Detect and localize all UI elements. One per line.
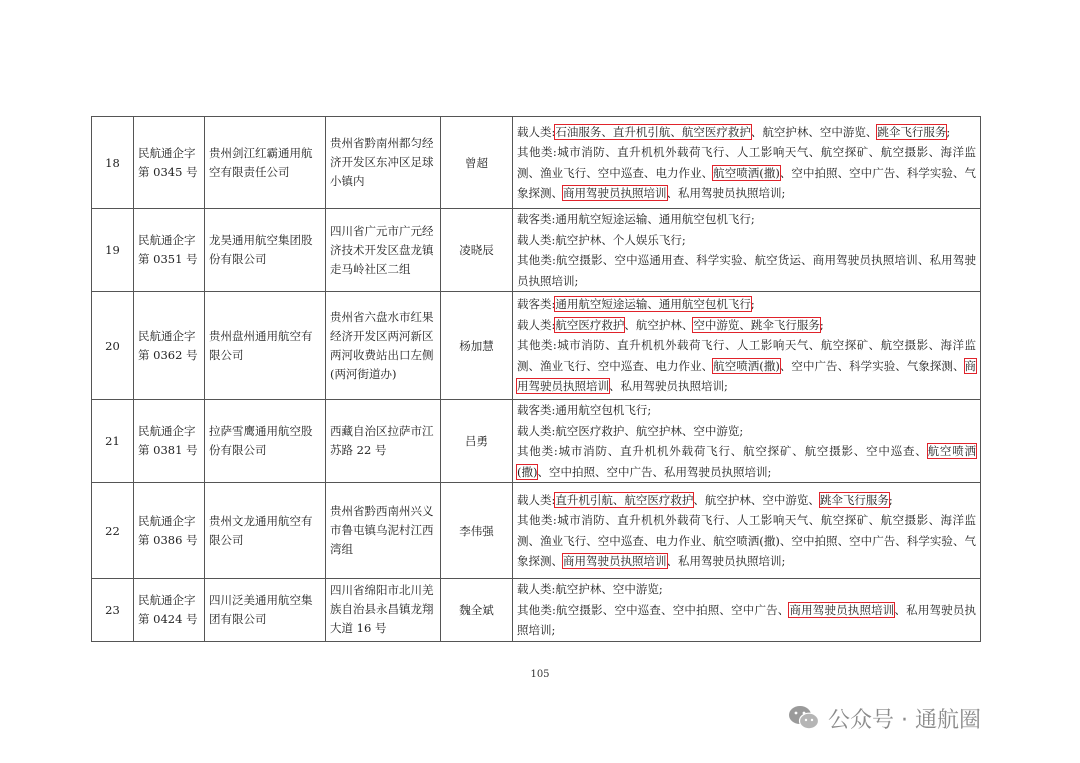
license-line: 民航通企字 xyxy=(138,233,196,247)
license-line: 民航通企字 xyxy=(138,424,196,438)
watermark xyxy=(788,700,981,736)
scope-line xyxy=(517,600,976,641)
license-line: 民航通企字 xyxy=(138,328,196,343)
license-line: 第 0424 号 xyxy=(138,611,198,626)
scope-text: ; xyxy=(819,317,824,332)
license-cell xyxy=(134,209,205,292)
highlighted-item: 商用驾驶员执照培训 xyxy=(789,602,895,617)
scope-line xyxy=(517,142,976,204)
company-name-cell xyxy=(205,483,326,579)
scope-line xyxy=(517,122,976,143)
license-cell xyxy=(134,400,205,483)
scope-text: 、空中拍照、空中广告、科学实验、气象探测、 xyxy=(517,165,977,200)
table-row xyxy=(92,400,981,483)
highlighted-item: 商用驾驶员执照培训 xyxy=(517,358,977,394)
legal-rep-cell: 曾超 xyxy=(441,117,513,209)
company-name-cell xyxy=(205,117,326,209)
scope-line xyxy=(517,230,976,251)
company-name-cell xyxy=(205,400,326,483)
license-line: 第 0351 号 xyxy=(138,252,198,266)
scope-text: 、私用驾驶员执照培训; xyxy=(517,602,977,637)
wechat-icon xyxy=(788,704,820,732)
business-scope-cell xyxy=(513,117,981,209)
legal-rep-cell: 李伟强 xyxy=(441,483,513,579)
scope-text: 其他类:航空摄影、空中巡查、空中拍照、空中广告、 xyxy=(517,602,790,617)
scope-text: ; xyxy=(750,297,755,312)
address-cell xyxy=(326,292,441,400)
scope-text: 、航空护林、空中游览、 xyxy=(750,124,878,139)
scope-text: 载人类:航空护林、空中游览; xyxy=(517,582,663,596)
scope-text: 载人类:航空护林、个人娱乐飞行; xyxy=(517,232,686,247)
company-name-line: 空有限责任公司 xyxy=(209,164,290,179)
scope-text: 载客类: xyxy=(517,297,556,312)
highlighted-item: 航空喷洒(撒) xyxy=(713,165,780,180)
scope-line xyxy=(517,250,976,291)
company-name-line: 拉萨雪鹰通用航空股 xyxy=(209,424,313,438)
license-line: 民航通企字 xyxy=(138,513,196,528)
highlighted-item: 航空喷洒(撒) xyxy=(517,444,976,479)
company-name-cell xyxy=(205,292,326,400)
legal-rep-cell: 凌晓辰 xyxy=(441,209,513,292)
address-cell xyxy=(326,209,441,292)
address-line: 两河收费站出口左侧 xyxy=(330,347,434,362)
address-line: 族自治县永昌镇龙翔 xyxy=(330,602,434,617)
watermark-text: 公众号 · 通航圈 xyxy=(828,707,981,733)
highlighted-item: 通用航空短途运输、通用航空包机飞行 xyxy=(555,297,751,312)
scope-text: 其他类:城市消防、直升机机外载荷飞行、航空探矿、航空摄影、空中巡查、 xyxy=(517,444,928,458)
business-scope-cell xyxy=(513,209,981,292)
address-line: 走马岭社区二组 xyxy=(330,261,411,276)
scope-text: 其他类:航空摄影、空中巡通用查、科学实验、航空货运、商用驾驶员执照培训、私用驾驶员执照培训; xyxy=(517,253,976,288)
highlighted-item: 航空医疗救护 xyxy=(555,317,625,332)
company-name-line: 团有限公司 xyxy=(209,611,267,626)
highlighted-item: 商用驾驶员执照培训 xyxy=(563,186,667,200)
row-number: 21 xyxy=(92,400,134,483)
row-number: 19 xyxy=(92,209,134,292)
license-line: 民航通企字 xyxy=(138,592,196,607)
company-name-line: 贵州盘州通用航空有 xyxy=(209,328,313,343)
row-number: 20 xyxy=(92,292,134,400)
scope-line xyxy=(517,209,976,230)
license-cell xyxy=(134,292,205,400)
scope-text: 、空中广告、科学实验、气象探测、 xyxy=(779,358,965,373)
highlighted-item: 直升机引航、航空医疗救护 xyxy=(555,492,694,507)
company-name-line: 龙昊通用航空集团股 xyxy=(209,233,313,247)
address-line: 经济开发区两河新区 xyxy=(330,328,434,343)
address-line: 贵州省六盘水市红果 xyxy=(330,309,434,324)
address-line: 四川省绵阳市北川羌 xyxy=(330,583,434,598)
address-line: 市鲁屯镇乌泥村江西 xyxy=(330,523,434,537)
page-number: 105 xyxy=(530,669,550,680)
business-scope-cell xyxy=(513,400,981,483)
highlighted-item: 空中游览、跳伞飞行服务 xyxy=(693,317,820,332)
legal-rep-cell: 吕勇 xyxy=(441,400,513,483)
address-cell xyxy=(326,117,441,209)
scope-text: 、航空护林、 xyxy=(624,317,694,332)
business-scope-cell xyxy=(513,483,981,579)
company-name-line: 份有限公司 xyxy=(209,443,267,457)
table-row xyxy=(92,579,981,642)
scope-text: 载人类: xyxy=(517,317,556,332)
address-line: 四川省广元市广元经 xyxy=(330,223,434,238)
scope-line xyxy=(517,315,976,336)
row-number: 18 xyxy=(92,117,134,209)
table-row xyxy=(92,483,981,579)
license-line: 第 0362 号 xyxy=(138,347,198,362)
scope-text: 、私用驾驶员执照培训; xyxy=(666,186,786,200)
scope-text: 其他类:城市消防、直升机机外载荷飞行、人工影响天气、航空探矿、航空摄影、海洋监测、渔业飞行、空中巡查、电力作业、航空喷洒(撒)、空中拍照、空中广告、科学实验、气象探测、 xyxy=(517,513,976,568)
license-cell xyxy=(134,483,205,579)
license-line: 民航通企字 xyxy=(138,145,196,160)
scope-line xyxy=(517,335,976,397)
company-name-cell xyxy=(205,579,326,642)
scope-text: ; xyxy=(946,124,951,139)
scope-line xyxy=(517,441,976,482)
row-number: 22 xyxy=(92,483,134,579)
scope-line xyxy=(517,510,976,572)
legal-rep-cell: 杨加慧 xyxy=(441,292,513,400)
legal-rep-cell: 魏全斌 xyxy=(441,579,513,642)
scope-text: 其他类:城市消防、直升机机外载荷飞行、人工影响天气、航空探矿、航空摄影、海洋监测、渔业飞行、空中巡查、电力作业、 xyxy=(517,145,976,180)
address-line: (两河街道办) xyxy=(330,366,397,381)
table-row xyxy=(92,117,981,209)
scope-text: 、空中拍照、空中广告、私用驾驶员执照培训; xyxy=(537,464,772,479)
address-line: 济开发区东冲区足球 xyxy=(330,155,434,169)
scope-text: 载人类:航空医疗救护、航空护林、空中游览; xyxy=(517,423,744,438)
address-line: 贵州省黔南州都匀经 xyxy=(330,136,434,150)
company-name-line: 贵州文龙通用航空有 xyxy=(209,513,313,528)
company-name-cell xyxy=(205,209,326,292)
address-cell xyxy=(326,483,441,579)
address-line: 西藏自治区拉萨市江 xyxy=(330,424,434,438)
scope-text: 其他类:城市消防、直升机机外载荷飞行、人工影响天气、航空探矿、航空摄影、海洋监测、渔业飞行、空中巡查、电力作业、 xyxy=(517,338,976,373)
address-line: 湾组 xyxy=(330,542,353,556)
scope-text: 载人类: xyxy=(517,124,556,139)
scope-line xyxy=(517,579,976,600)
scope-line xyxy=(517,421,976,442)
company-name-line: 限公司 xyxy=(209,347,244,362)
company-name-line: 贵州剑江红霸通用航 xyxy=(209,145,313,160)
address-cell xyxy=(326,400,441,483)
license-cell xyxy=(134,117,205,209)
address-cell xyxy=(326,579,441,642)
highlighted-item: 石油服务、直升机引航、航空医疗救护 xyxy=(555,124,751,139)
scope-text: 、私用驾驶员执照培训; xyxy=(609,379,728,394)
scope-line xyxy=(517,294,976,315)
highlighted-item: 跳伞飞行服务 xyxy=(819,492,889,507)
scope-line xyxy=(517,400,976,421)
business-scope-cell xyxy=(513,579,981,642)
table-row xyxy=(92,292,981,400)
address-line: 苏路 22 号 xyxy=(330,443,387,457)
address-line: 大道 16 号 xyxy=(330,621,387,636)
row-number: 23 xyxy=(92,579,134,642)
company-name-line: 限公司 xyxy=(209,532,244,547)
scope-text: ; xyxy=(888,492,893,507)
scope-text: 载人类: xyxy=(517,492,556,507)
scope-text: 载客类:通用航空短途运输、通用航空包机飞行; xyxy=(517,212,755,226)
address-line: 济技术开发区盘龙镇 xyxy=(330,242,434,257)
address-line: 贵州省黔西南州兴义 xyxy=(330,504,434,518)
scope-text: 载客类:通用航空包机飞行; xyxy=(517,403,652,417)
license-line: 第 0345 号 xyxy=(138,164,198,179)
license-line: 第 0381 号 xyxy=(138,443,198,457)
registry-table xyxy=(91,116,981,642)
license-cell xyxy=(134,579,205,642)
table-row xyxy=(92,209,981,292)
business-scope-cell xyxy=(513,292,981,400)
company-name-line: 份有限公司 xyxy=(209,252,267,266)
scope-line xyxy=(517,490,976,511)
license-line: 第 0386 号 xyxy=(138,532,198,547)
highlighted-item: 商用驾驶员执照培训 xyxy=(563,554,667,568)
company-name-line: 四川泛美通用航空集 xyxy=(209,592,313,607)
address-line: 小镇内 xyxy=(330,174,365,188)
scope-text: 、私用驾驶员执照培训; xyxy=(666,554,786,568)
scope-text: 、航空护林、空中游览、 xyxy=(693,492,820,507)
highlighted-item: 跳伞飞行服务 xyxy=(877,124,947,139)
highlighted-item: 航空喷洒(撒) xyxy=(713,358,780,373)
